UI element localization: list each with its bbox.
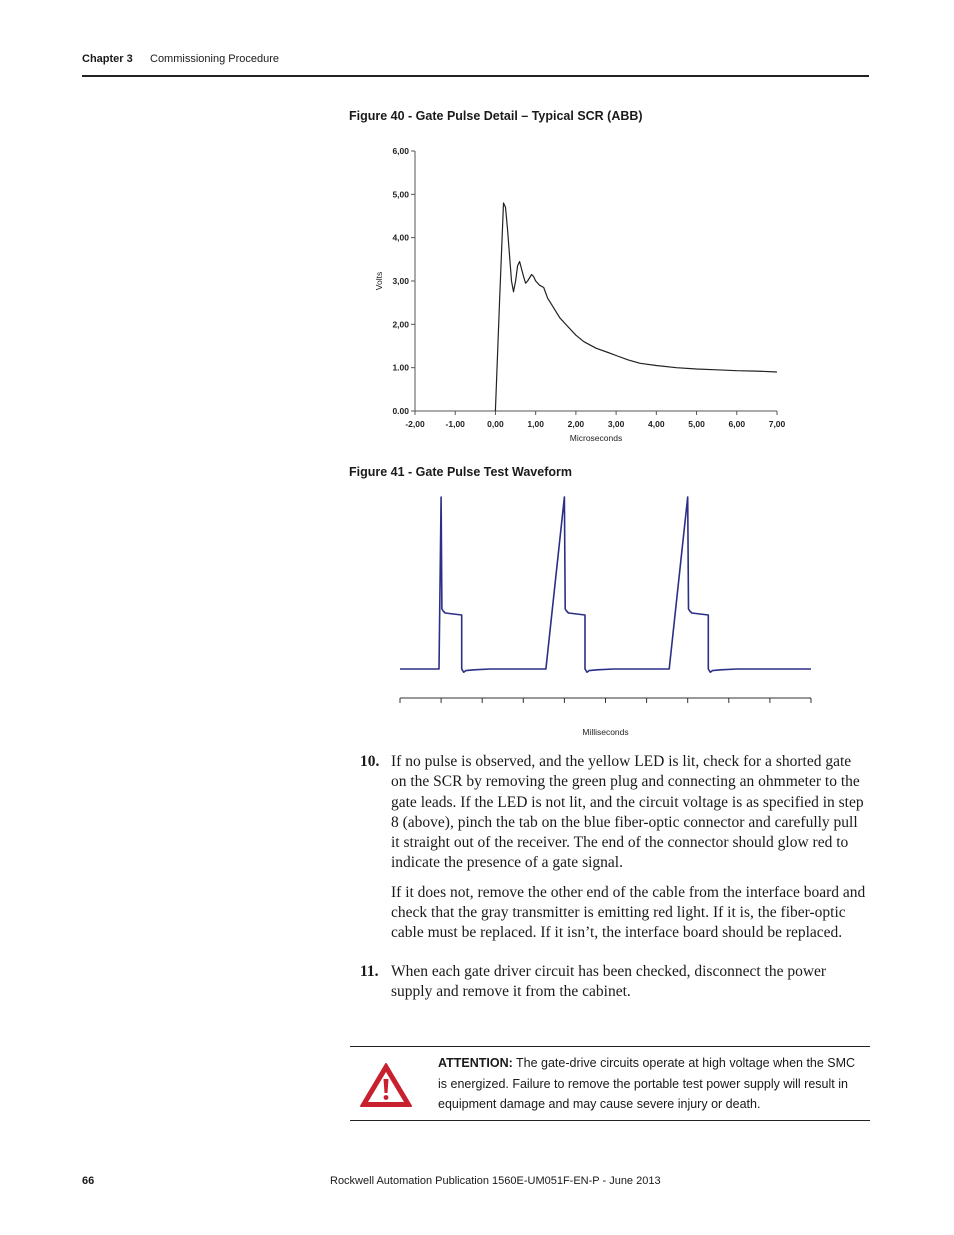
- warning-triangle-icon: [358, 1061, 414, 1114]
- x-tick-label: 5,00: [688, 419, 705, 429]
- x-tick-label: 6,00: [728, 419, 746, 429]
- y-axis-title: Volts: [374, 271, 384, 291]
- attention-message: The gate-drive circuits operate at high voltage when the SMC is energized. Failure to remove the portable test power supply will result in equipment damage and may cause severe injury or death.: [438, 1056, 856, 1111]
- header-rule: [82, 75, 869, 77]
- publication-info: Rockwell Automation Publication 1560E-UM051F-EN-P - June 2013: [330, 1175, 661, 1187]
- x-tick-label: 2,00: [567, 419, 585, 429]
- step-number: 11.: [360, 962, 379, 980]
- step-number: 10.: [360, 753, 380, 770]
- step-paragraph: When each gate driver circuit has been checked, disconnect the power supply and remove it from the cabinet.: [391, 962, 827, 1000]
- y-tick-label: 4,00: [392, 232, 409, 243]
- y-tick-label: 3,00: [392, 276, 409, 286]
- figure-40-caption: Figure 40 - Gate Pulse Detail – Typical SCR (ABB): [349, 109, 643, 123]
- x-axis-title: Microseconds: [569, 433, 623, 443]
- chapter-title: Commissioning Procedure: [150, 53, 279, 65]
- gate-pulse-detail-chart: [360, 140, 800, 450]
- attention-text: [438, 1053, 858, 1115]
- y-tick-label: 6,00: [392, 146, 409, 156]
- figure-41-caption: Figure 41 - Gate Pulse Test Waveform: [349, 465, 572, 479]
- attention-box: [350, 1046, 870, 1121]
- step-10: [360, 752, 870, 953]
- step-11: [360, 962, 870, 1012]
- x-tick-label: -1,00: [445, 419, 465, 429]
- x-tick-label: -2,00: [405, 419, 425, 429]
- step-body: [391, 752, 870, 953]
- x-tick-label: 1,00: [527, 419, 544, 429]
- step-paragraph: If it does not, remove the other end of the cable from the interface board and check that the gray transmitter is emitting red light. If it is, the fiber-optic cable must be replaced. If it isn’t, the interface board should be replaced.: [391, 883, 866, 942]
- step-body: [391, 962, 870, 1012]
- y-tick-label: 2,00: [392, 319, 409, 330]
- gate-pulse-waveform-chart: [390, 490, 820, 745]
- x-tick-label: 0,00: [487, 419, 504, 429]
- page-number: 66: [82, 1175, 95, 1187]
- pulse-series-line: [400, 497, 811, 672]
- attention-label: ATTENTION:: [438, 1056, 513, 1070]
- y-tick-label: 5,00: [392, 189, 409, 200]
- y-tick-label: 1.00: [392, 362, 409, 373]
- chapter-label: Chapter 3: [82, 53, 133, 65]
- x-tick-label: 3,00: [607, 419, 625, 429]
- x-axis-title: Milliseconds: [582, 727, 629, 737]
- x-tick-label: 7,00: [768, 419, 786, 429]
- y-tick-label: 0.00: [392, 406, 409, 416]
- x-tick-label: 4,00: [648, 419, 665, 429]
- procedure-steps: [360, 752, 870, 1020]
- step-paragraph: If no pulse is observed, and the yellow LED is lit, check for a shorted gate on the SCR by removing the green plug and connecting an ohmmeter to the gate leads. If the LED is not lit, and the circuit voltage is as specified in step 8 (above), pinch the tab on the blue fiber-optic connector and carefully pull it straight out of the receiver. The end of the connector should glow red to indicate the presence of a gate signal.: [391, 753, 864, 872]
- voltage-series-line: [495, 203, 777, 411]
